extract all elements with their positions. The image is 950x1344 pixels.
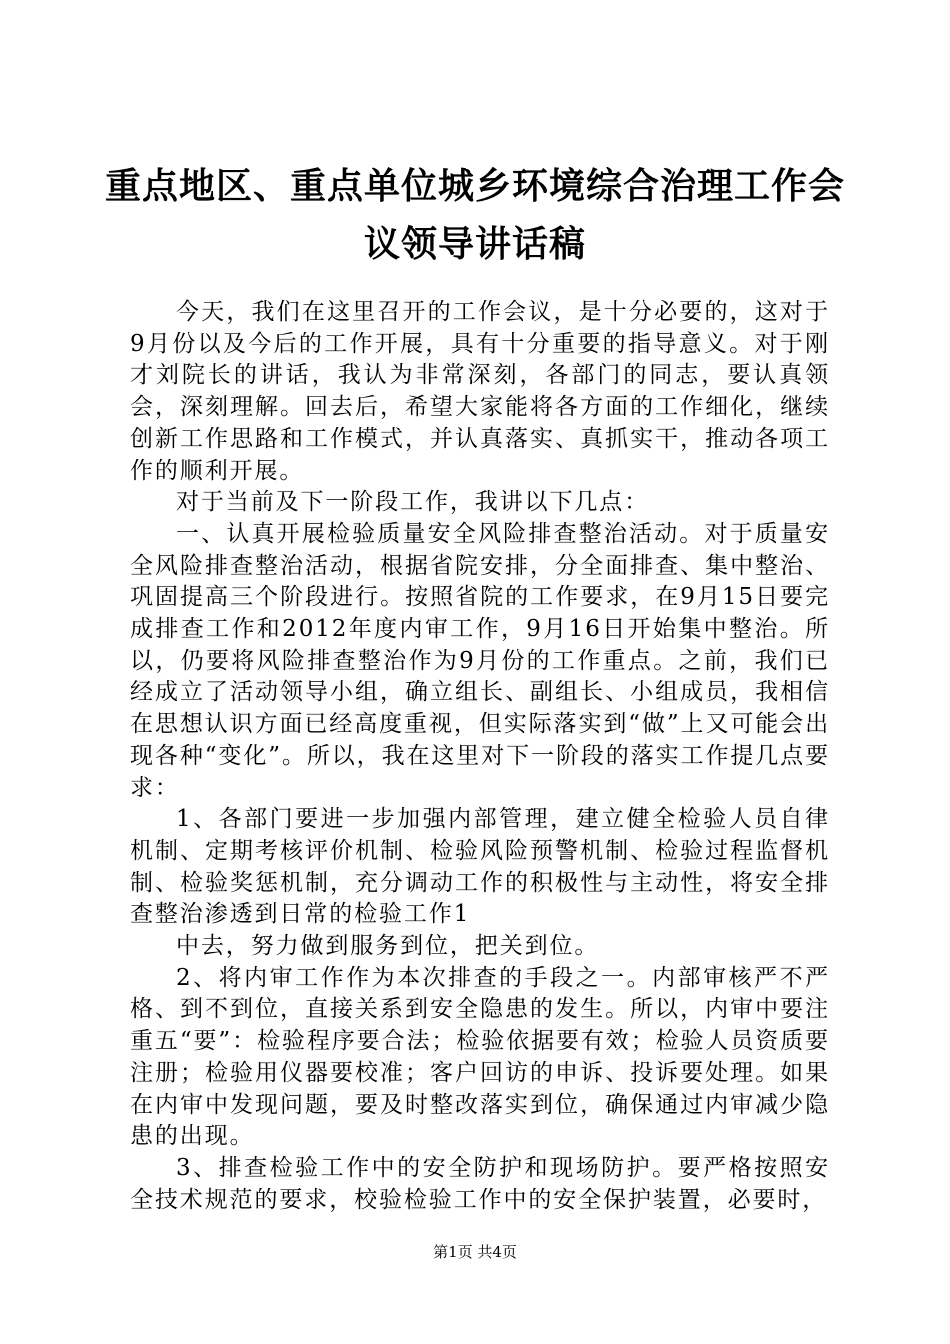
paragraph-point-1-continued: 中去，努力做到服务到位，把关到位。 [176, 933, 600, 960]
page-footer: 第1页 共4页 [433, 1243, 517, 1261]
document-body [130, 297, 830, 1216]
paragraph-point-2: 2、将内审工作作为本次排查的手段之一。内部审核严不严格、到不到位，直接关系到安全隐患的发生。所以，内审中要注重五“要”：检验程序要合法；检验依据要有效；检验人员资质要注册；检验用仪器要校准；客户回访的申诉、投诉要处理。如果在内审中发现问题，要及时整改落实到位，确保通过内审减少隐患的出现。 [130, 964, 830, 1150]
paragraph-section-one: 一、认真开展检验质量安全风险排查整治活动。对于质量安全风险排查整治活动，根据省院安排，分全面排查、集中整治、巩固提高三个阶段进行。按照省院的工作要求，在9月15日要完成排查工作和2012年度内审工作，9月16日开始集中整治。所以，仍要将风险排查整治作为9月份的工作重点。之前，我们已经成立了活动领导小组，确立组长、副组长、小组成员，我相信在思想认识方面已经高度重视，但实际落实到“做”上又可能会出现各种“变化”。所以，我在这里对下一阶段的落实工作提几点要求： [130, 520, 830, 801]
paragraph-point-1: 1、各部门要进一步加强内部管理，建立健全检验人员自律机制、定期考核评价机制、检验风险预警机制、检验过程监督机制、检验奖惩机制，充分调动工作的积极性与主动性，将安全排查整治渗透到日常的检验工作1 [130, 806, 830, 928]
paragraph-point-3: 3、排查检验工作中的安全防护和现场防护。要严格按照安全技术规范的要求，校验检验工作中的安全保护装置，必要时， [130, 1154, 830, 1213]
paragraph-intro-points: 对于当前及下一阶段工作，我讲以下几点： [176, 489, 650, 516]
paragraph-opening: 今天，我们在这里召开的工作会议，是十分必要的，这对于9月份以及今后的工作开展，具有十分重要的指导意义。对于刚才刘院长的讲话，我认为非常深刻，各部门的同志，要认真领会，深刻理解。回去后，希望大家能将各方面的工作细化，继续创新工作思路和工作模式，并认真落实、真抓实干，推动各项工作的顺利开展。 [130, 299, 830, 484]
document-title [95, 158, 855, 274]
title-line-1: 重点地区、重点单位城乡环境综合治理工作会 [104, 166, 845, 207]
title-line-2: 议领导讲话稿 [363, 224, 586, 265]
